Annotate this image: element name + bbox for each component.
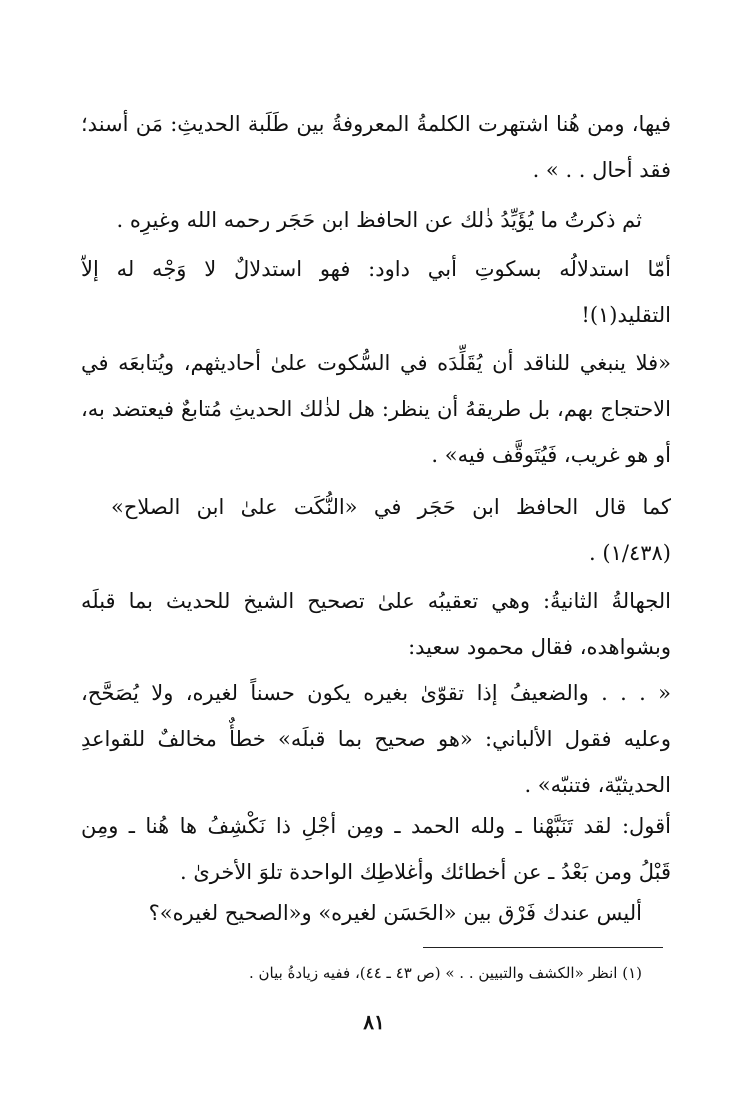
paragraph-7 [81, 670, 671, 808]
paragraph-line: « . . . والضعيفُ إذا تقوّىٰ بغيره يكون حسناً لغيره، ولا يُصَحَّح، [81, 681, 671, 705]
paragraph-line: فقد أحال . . » . [532, 158, 671, 182]
page-number: ٨١ [363, 1010, 385, 1034]
footnote: (١) انظر «الكشف والتبيين . . » (ص ٤٣ ـ ٤٤)، ففيه زيادةُ بيان . [248, 964, 642, 982]
paragraph-line: الاحتجاج بهم، بل طريقهُ أن ينظر: هل لذٰلك الحديثِ مُتابعٌ فيعتضد به، [81, 397, 671, 421]
paragraph-line: التقليد(١)! [581, 303, 671, 327]
paragraph-line: الجهالةُ الثانيةُ: وهي تعقيبُه علىٰ تصحيح الشيخ للحديث بما قبلَه [81, 589, 671, 613]
paragraph-line: أقول: لقد تَنَبَّهْنا ـ ولله الحمد ـ ومِن أجْلِ ذا نَكْشِفُ ها هُنا ـ ومِن [81, 814, 671, 838]
paragraph-line: «فلا ينبغي للناقد أن يُقَلِّدَه في السُّكوت علىٰ أحاديثهم، ويُتابعَه في [81, 351, 671, 375]
paragraph-line: الحديثيّة، فتنبّه» . [524, 773, 671, 797]
paragraph-line: ثم ذكرتُ ما يُؤَيِّدُ ذٰلك عن الحافظ ابن حَجَر رحمه الله وغيرِه . [116, 208, 642, 232]
paragraph-line: وعليه فقول الألباني: «هو صحيح بما قبلَه» خطأٌ مخالفٌ للقواعدِ [81, 727, 671, 751]
paragraph-line: أو هو غريب، فَيُتَوقَّف فيه» . [431, 443, 671, 467]
paragraph-1 [81, 101, 671, 193]
paragraph-line: فيها، ومن هُنا اشتهرت الكلمةُ المعروفةُ بين طَلَبة الحديثِ: مَن أسند؛ [81, 112, 671, 136]
paragraph-line: أمّا استدلالُه بسكوتِ أبي داود: فهو استدلالٌ لا وَجْه له إلاّ [81, 257, 671, 281]
paragraph-8 [81, 803, 671, 895]
paragraph-line: وبشواهده، فقال محمود سعيد: [408, 635, 671, 659]
paragraph-line: قَبْلُ ومن بَعْدُ ـ عن أخطائك وأغلاطِك الواحدة تلوَ الأخرىٰ . [179, 860, 671, 884]
footnote-separator [423, 947, 663, 948]
paragraph-6 [81, 578, 671, 670]
paragraph-9 [82, 890, 642, 936]
paragraph-line: (١/٤٣٨) . [589, 541, 671, 565]
paragraph-line: كما قال الحافظ ابن حَجَر في «النُّكَت علىٰ ابن الصلاح» [111, 495, 671, 519]
paragraph-4 [81, 340, 671, 478]
paragraph-3 [81, 246, 671, 338]
paragraph-line: أليس عندك فَرْق بين «الحَسَن لغيره» و«الصحيح لغيره»؟ [148, 901, 642, 925]
paragraph-5 [111, 484, 671, 576]
paragraph-2 [82, 197, 642, 243]
